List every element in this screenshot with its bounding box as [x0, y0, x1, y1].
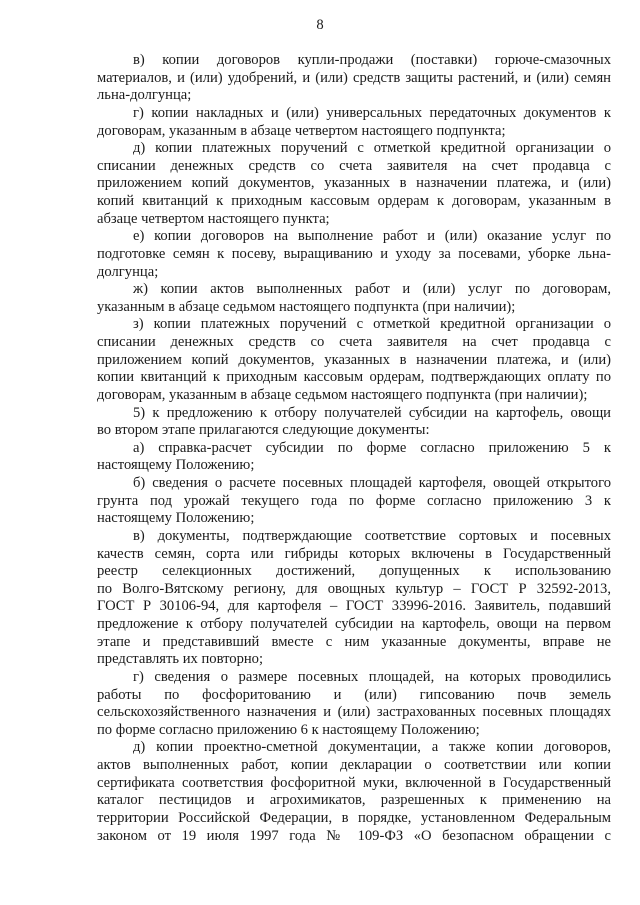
paragraph — [97, 475, 611, 528]
text-line: д) копии проектно-сметной документации, а также копии договоров, — [133, 739, 611, 756]
text-line: настоящему Положению; — [97, 457, 255, 474]
text-line: реестр селекционных достижений, допущенных к использованию — [97, 563, 611, 580]
text-line: грунта под урожай текущего года по форме согласно приложению 3 к — [97, 492, 611, 509]
text-line: долгунца; — [97, 263, 159, 280]
text-line: г) копии накладных и (или) универсальных передаточных документов к — [133, 104, 611, 121]
text-line: копии квитанций к приходным кассовым ордерам, подтверждающих оплату по — [97, 369, 611, 386]
text-line: указанным в абзаце седьмом настоящего подпункта (при наличии); — [97, 298, 516, 315]
text-line: настоящему Положению; — [97, 510, 255, 527]
text-line: приложением копий документов, указанных в назначении платежа, и (или) — [97, 175, 611, 192]
text-line: в) документы, подтверждающие соответствие сортовых и посевных — [133, 527, 611, 544]
text-line: ГОСТ Р 30106-94, для картофеля – ГОСТ 33996-2016. Заявитель, подавший — [97, 598, 611, 615]
text-line: абзаце четвертом настоящего пункта; — [97, 210, 330, 227]
text-line: территории Российской Федерации, в порядке, установленном Федеральным — [97, 809, 611, 826]
text-line: материалов, и (или) удобрений, и (или) средств защиты растений, и (или) семян — [97, 69, 611, 86]
text-line: каталог пестицидов и агрохимикатов, разрешенных к применению на — [97, 792, 611, 809]
paragraph — [97, 669, 611, 740]
text-line: сельскохозяйственного назначения и (или) застрахованных посевных площадях — [97, 704, 611, 721]
text-line: законом от 19 июля 1997 года № 109-ФЗ «О безопасном обращении с — [97, 827, 611, 844]
text-line: актов выполненных работ, копии декларации о соответствии или копии — [97, 757, 611, 773]
text-line: представлять их повторно; — [97, 651, 264, 668]
text-line: в) копии договоров купли-продажи (поставки) горюче-смазочных — [133, 52, 611, 68]
paragraph — [97, 316, 611, 404]
paragraph — [97, 52, 611, 105]
text-line: б) сведения о расчете посевных площадей картофеля, овощей открытого — [133, 475, 611, 491]
paragraph — [97, 405, 611, 440]
paragraph — [97, 440, 611, 475]
paragraph — [97, 281, 611, 316]
document-body — [97, 52, 611, 845]
paragraph — [97, 140, 611, 228]
text-line: работы по фосфоритованию и (или) гипсованию почв земель — [97, 686, 611, 703]
text-line: этапе и представивший вместе с ним указанные документы, вправе не — [97, 633, 611, 650]
paragraph — [97, 528, 611, 669]
text-line: списании денежных средств со счета заявителя на счет продавца с — [97, 157, 611, 174]
text-line: качеств семян, сорта или гибриды которых включены в Государственный — [97, 545, 611, 562]
text-line: д) копии платежных поручений с отметкой кредитной организации о — [133, 140, 611, 157]
text-line: договорам, указанным в абзаце четвертом настоящего подпункта; — [97, 122, 506, 139]
text-line: 5) к предложению к отбору получателей субсидии на картофель, овощи — [133, 404, 611, 421]
text-line: по форме согласно приложению 6 к настоящему Положению; — [97, 721, 480, 738]
text-line: копий квитанций к приходным кассовым ордерам к договорам, указанным в — [97, 193, 611, 209]
text-line: ж) копии актов выполненных работ и (или) услуг по договорам, — [133, 281, 611, 298]
text-line: подготовке семян к посеву, выращиванию и уходу за посевами, уборке льна- — [97, 245, 611, 262]
text-line: а) справка-расчет субсидии по форме согласно приложению 5 к — [133, 439, 611, 456]
text-line: е) копии договоров на выполнение работ и (или) оказание услуг по — [133, 228, 611, 245]
paragraph — [97, 739, 611, 845]
text-line: з) копии платежных поручений с отметкой кредитной организации о — [133, 316, 611, 333]
text-line: договорам, указанным в абзаце седьмом настоящего подпункта (при наличии); — [97, 386, 588, 403]
text-line: г) сведения о размере посевных площадей, на которых проводились — [133, 668, 611, 685]
text-line: приложением копий документов, указанных в назначении платежа, и (или) — [97, 351, 611, 368]
text-line: льна-долгунца; — [97, 87, 192, 104]
text-line: во втором этапе прилагаются следующие документы: — [97, 422, 430, 439]
page-number: 8 — [316, 17, 324, 33]
text-line: сертификата соответствия фосфоритной муки, включенной в Государственный — [97, 774, 611, 791]
paragraph — [97, 105, 611, 140]
text-line: по Волго-Вятскому региону, для овощных культур – ГОСТ Р 32592-2013, — [97, 580, 611, 597]
text-line: предложение к отбору получателей субсидии на картофель, овощи на первом — [97, 616, 611, 632]
paragraph — [97, 228, 611, 281]
text-line: списании денежных средств со счета заявителя на счет продавца с — [97, 334, 611, 350]
